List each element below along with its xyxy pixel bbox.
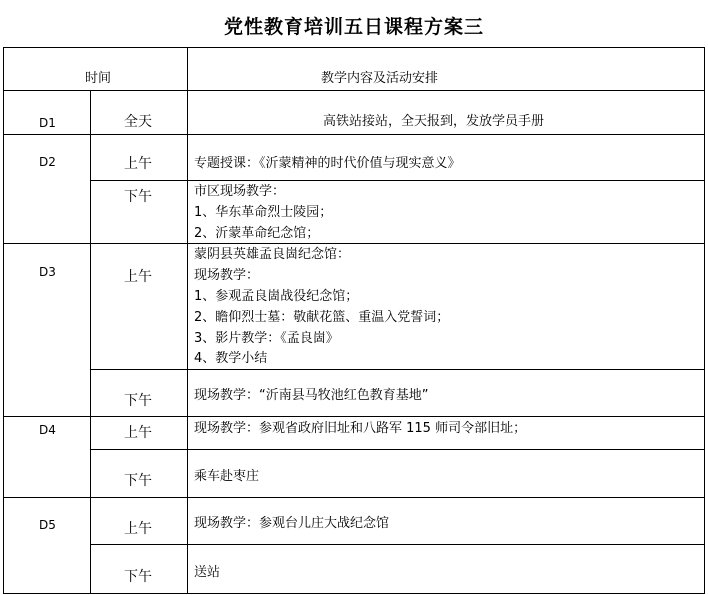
session-content-line: 1、参观孟良崮战役纪念馆； [194,289,359,304]
row-divider [90,180,705,181]
header-content: 教学内容及活动安排 [321,71,439,86]
row-divider [3,243,705,244]
header-time: 时间 [85,71,112,86]
table-border-top [3,47,705,48]
session-period: 下午 [124,393,152,409]
row-divider [3,134,705,135]
session-content-line: 现场教学：参观台儿庄大战纪念馆 [194,516,390,531]
session-period: 下午 [124,569,152,585]
session-period: 上午 [124,425,152,441]
session-period: 下午 [124,473,152,489]
session-content-line: 现场教学： [194,268,260,283]
session-content-line: 2、瞻仰烈士墓：敬献花篮、重温入党誓词； [194,310,450,325]
day-label: D4 [39,423,56,437]
session-content-line: 送站 [194,565,221,580]
day-label: D1 [39,116,56,130]
session-content-line: 现场教学：“沂南县马牧池红色教育基地” [194,388,429,403]
session-content-line: 乘车赴枣庄 [194,469,260,484]
session-content-line: 4、教学小结 [194,351,268,366]
session-content-line: 2、沂蒙革命纪念馆； [194,226,320,241]
session-content-line: 现场教学：参观省政府旧址和八路军 115 师司令部旧址； [194,421,527,436]
session-period: 全天 [124,114,152,130]
row-divider [3,416,705,417]
session-period: 上午 [124,156,152,172]
table-border-right [704,47,705,594]
column-divider [187,47,188,594]
row-divider [3,497,705,498]
table-border-bottom [3,593,705,594]
session-content-line: 1、华东革命烈士陵园； [194,205,333,220]
session-period: 上午 [124,521,152,537]
session-content-line: 3、影片教学：《孟良崮》 [194,331,339,346]
day-label: D3 [39,265,56,279]
day-label: D2 [39,155,56,169]
row-divider [3,90,705,91]
table-border-left [3,47,4,594]
session-content-line: 高铁站接站，全天报到，发放学员手册 [323,114,545,129]
session-period: 上午 [124,269,152,285]
session-content-line: 蒙阴县英雄孟良崮纪念馆： [194,247,351,262]
session-content-line: 市区现场教学： [194,184,286,199]
page-title: 党性教育培训五日课程方案三 [223,16,484,38]
session-period: 下午 [124,189,152,205]
session-content-line: 专题授课：《沂蒙精神的时代价值与现实意义》 [194,156,461,171]
row-divider [90,449,705,450]
row-divider [90,544,705,545]
column-divider [90,90,91,594]
row-divider [90,369,705,370]
day-label: D5 [39,518,56,532]
